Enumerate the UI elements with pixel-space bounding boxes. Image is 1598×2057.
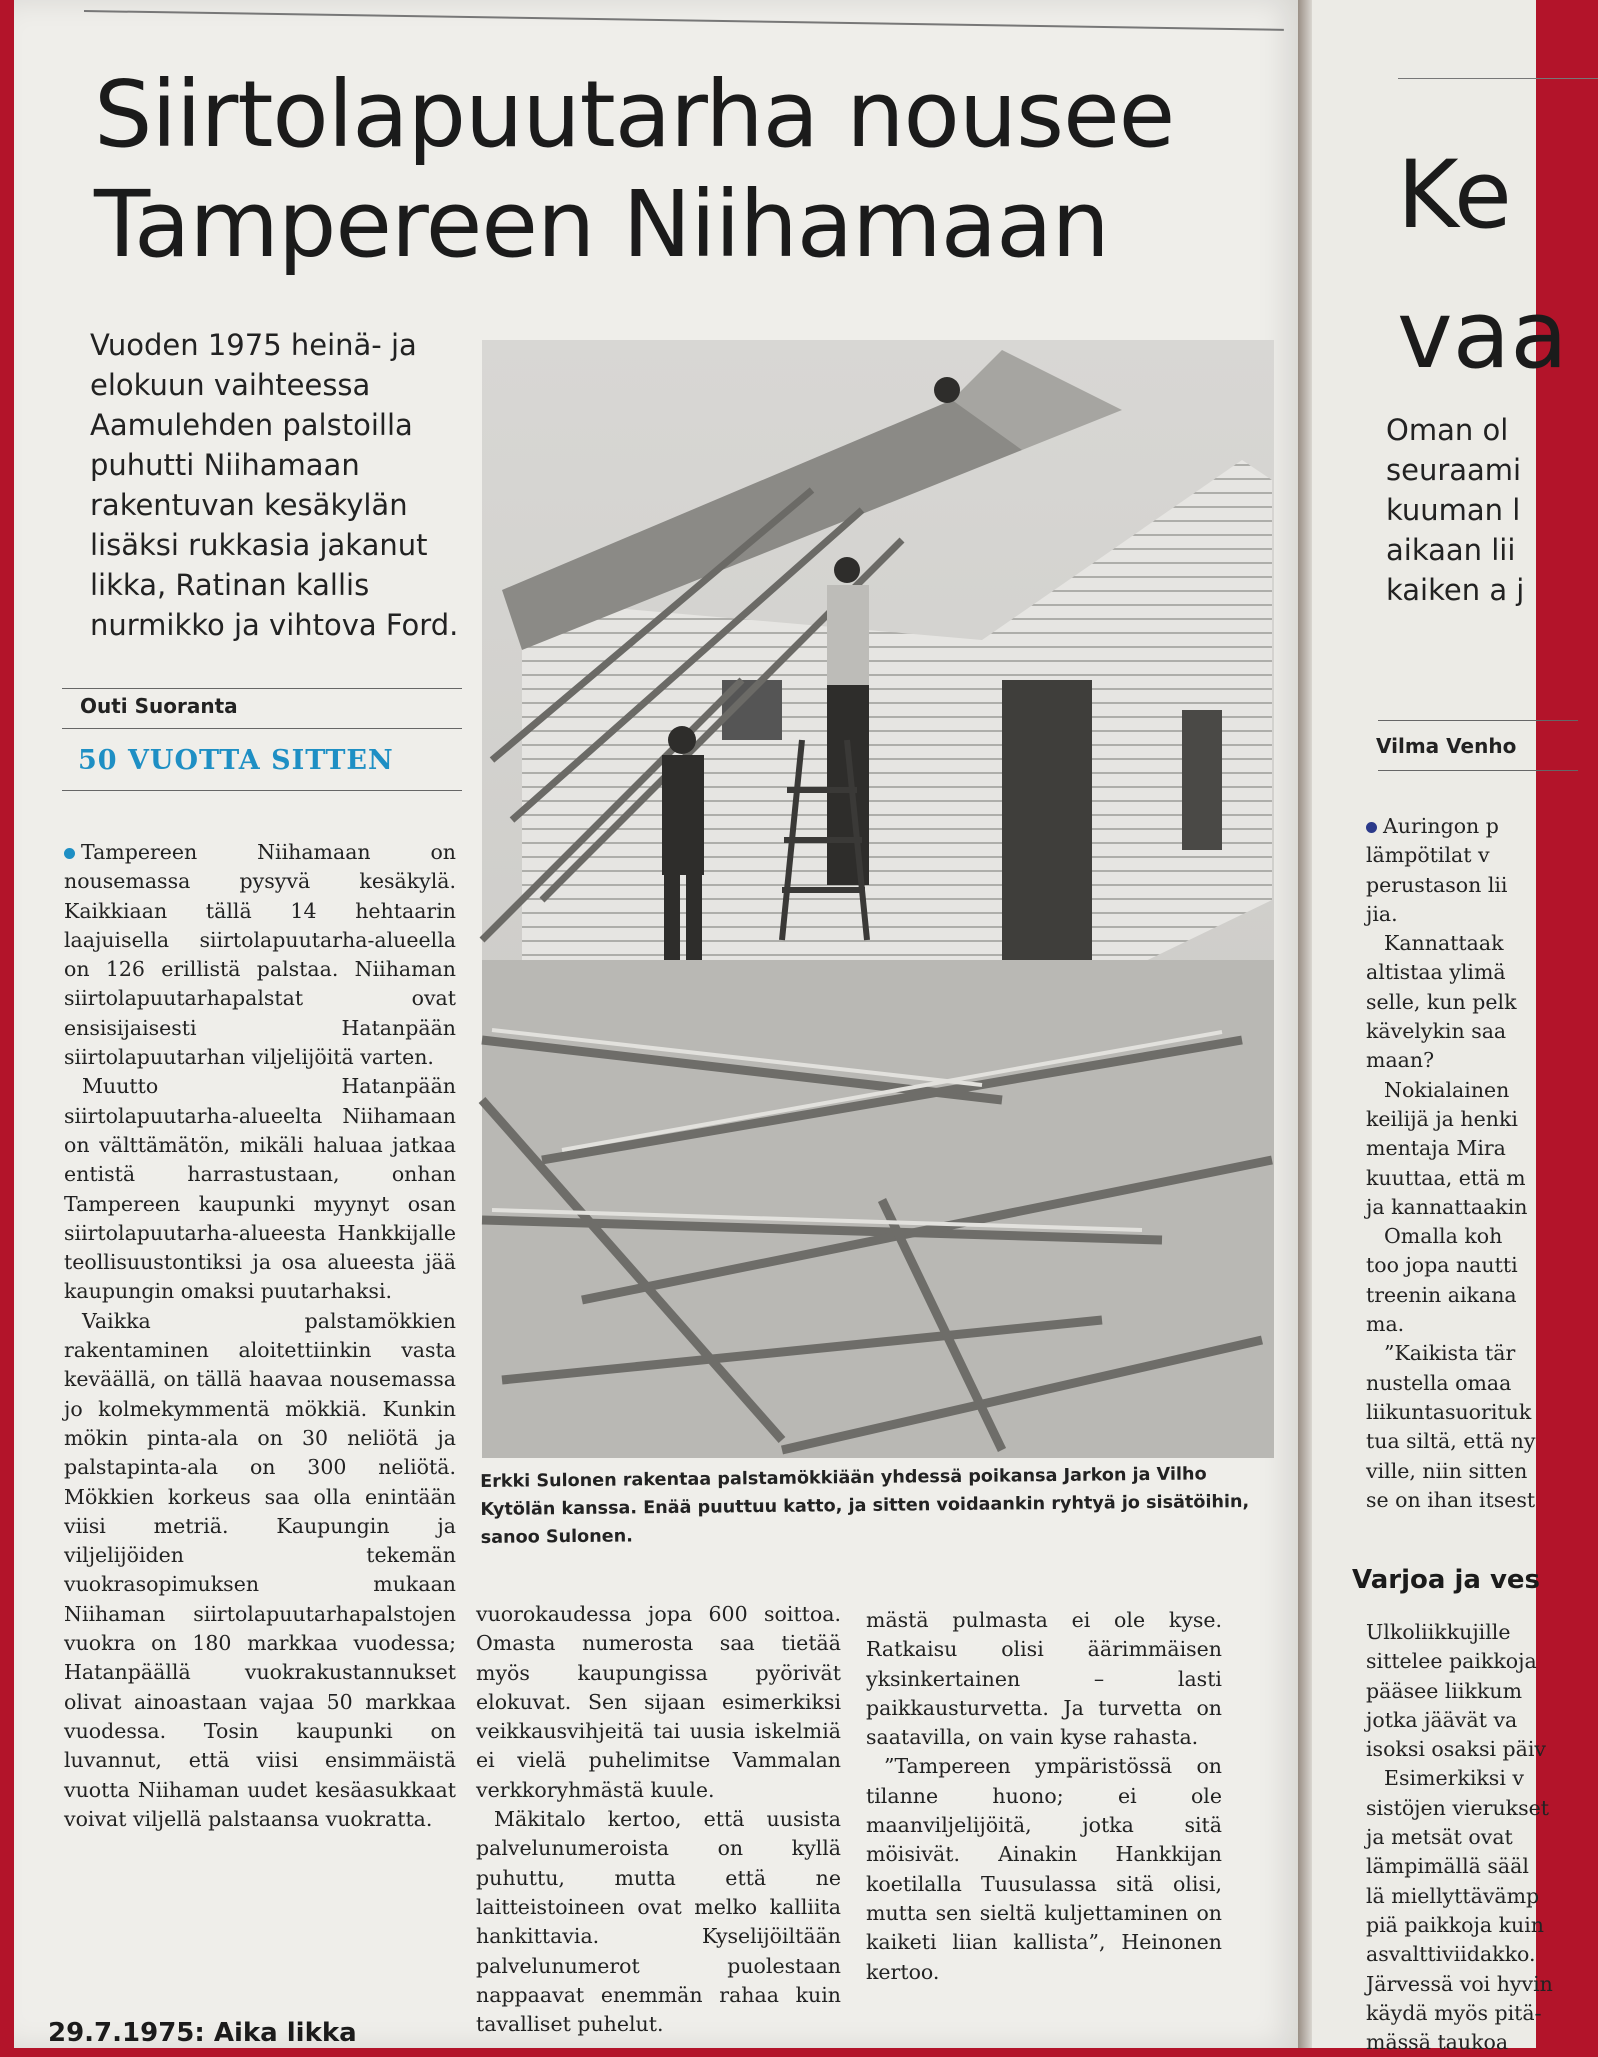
- next-lead-line: aikaan lii: [1386, 533, 1516, 567]
- column-1-paragraph-1: Tampereen Niihamaan on nousemassa pysyvä kesäkylä. Kaikkiaan tällä 14 hehtaarin laajuisella siirtolapuutarha-alueella on 126 erillistä palstaa. Niihaman siirtolapuutarhapalstat ovat ensisijaisesti Hatanpään siirtolapuutarhan viljelijöitä varten.: [64, 840, 456, 1070]
- next-text-line: lä miellyttävämp: [1366, 1883, 1540, 1908]
- next-byline: Vilma Venho: [1376, 734, 1517, 758]
- byline-rule-top: [62, 688, 462, 689]
- column-3: [866, 1606, 1222, 1987]
- column-3-paragraph-1: mästä pulmasta ei ole kyse. Ratkaisu olisi äärimmäisen yksinkertainen – lasti paikkausturvetta. Ja turvetta on saatavilla, on vain kyse rahasta.: [866, 1608, 1222, 1750]
- next-text-line: lämpimällä sääl: [1366, 1854, 1529, 1879]
- next-column-part-1: [1366, 812, 1535, 1515]
- next-text-line: kuuttaa, että m: [1366, 1165, 1526, 1190]
- column-3-paragraph-2: ”Tampereen ympäristössä on tilanne huono; ei ole maanviljelijöitä, jotka sitä möisivät. Ainakin Hankkijan koetilalla Tuusulassa sitä olisi, mutta sen sieltä kuljettaminen on kaiketi liian kallista”, Heinonen kertoo.: [866, 1754, 1222, 1984]
- subhead-aika-likka: 29.7.1975: Aika likka: [48, 2018, 357, 2048]
- construction-photo-illustration: [482, 340, 1274, 1458]
- right-top-rule: [1398, 78, 1598, 79]
- column-1: [64, 838, 456, 1834]
- next-text-line: Esimerkiksi v: [1384, 1766, 1524, 1791]
- next-text-line: pääsee liikkum: [1366, 1678, 1523, 1703]
- bullet-dot-icon: [64, 848, 75, 859]
- next-lead-line: kaiken a j: [1386, 573, 1525, 607]
- next-text-line: sittelee paikkoja: [1366, 1649, 1537, 1674]
- headline-line-1: Siirtolapuutarha nousee: [94, 61, 1175, 168]
- next-text-line: altistaa ylimä: [1366, 960, 1506, 985]
- next-text-line: jotka jäävät va: [1366, 1707, 1518, 1732]
- next-lead: [1386, 410, 1524, 610]
- next-text-line: asvalttiviidakko.: [1366, 1942, 1536, 1967]
- next-text-line: ja kannattaakin: [1366, 1194, 1528, 1219]
- next-text-line: lämpötilat v: [1366, 843, 1490, 868]
- next-text-line: Ulkoliikkujille: [1366, 1620, 1511, 1644]
- next-text-line: ma.: [1366, 1312, 1405, 1337]
- next-text-line: perustason lii: [1366, 872, 1508, 897]
- next-text-line: sistöjen vierukset: [1366, 1795, 1549, 1820]
- next-text-line: kävelykin saa: [1366, 1019, 1507, 1044]
- next-text-line: maan?: [1366, 1048, 1435, 1073]
- next-text-line: treenin aikana: [1366, 1282, 1517, 1307]
- next-headline-line-2: vaa: [1397, 281, 1568, 390]
- lead-paragraph: Vuoden 1975 heinä- ja elokuun vaihteessa Aamulehden palstoilla puhutti Niihamaan rakentuvan kesäkylän lisäksi rukkasia jakanut likka, Ratinan kallis nurmikko ja vihtova Ford.: [90, 328, 459, 642]
- article-photo: [482, 340, 1274, 1458]
- photo-caption: Erkki Sulonen rakentaa palstamökkiään yhdessä poikansa Jarkon ja Vilho Kytölän kanssa. Enää puuttuu katto, ja sitten voidaankin ryhtyä jo sisätöihin, sanoo Sulonen.: [480, 1464, 1250, 1548]
- next-text-line: keilijä ja henki: [1366, 1106, 1518, 1131]
- next-text-line: ville, niin sitten: [1366, 1458, 1528, 1483]
- next-text-line: nustella omaa: [1366, 1370, 1512, 1395]
- next-headline-line-1: Ke: [1397, 141, 1512, 250]
- next-text-line: Järvessä voi hyvin: [1366, 1971, 1553, 1996]
- column-2-paragraph-2: Mäkitalo kertoo, että uusista palvelunumeroista on kyllä puhuttu, mutta että ne laitteistoineen ovat melko kalliita hankittavia. Kyselijöiltään palvelunumerot puolestaan nappaavat enemmän rahaa kuin tavalliset puhelut.: [476, 1807, 841, 2037]
- next-headline: [1397, 126, 1568, 406]
- next-text-line: ”Kaikista tär: [1384, 1341, 1516, 1366]
- column-2-paragraph-1: vuorokaudessa jopa 600 soittoa. Omasta numerosta saa tietää myös kaupungissa pyörivät elokuvat. Sen sijaan esimerkiksi veikkausvihjeitä tai uusia iskelmiä ei vielä puhelimitse Vammalan verkkoryhmästä kuule.: [476, 1602, 841, 1802]
- page-gutter: [1298, 0, 1312, 2048]
- next-lead-line: Oman ol: [1386, 413, 1509, 447]
- byline: Outi Suoranta: [80, 694, 238, 718]
- next-byline-rule: [1378, 720, 1578, 721]
- next-subhead: Varjoa ja ves: [1352, 1565, 1541, 1595]
- next-text-line: ja metsät ovat: [1366, 1825, 1513, 1850]
- next-text-line: piä paikkoja kuin: [1366, 1912, 1544, 1937]
- headline: [94, 60, 1244, 280]
- next-text-line: mässä taukoa: [1366, 2030, 1509, 2055]
- right-page: [1312, 0, 1568, 2055]
- bullet-dot-icon: [1366, 822, 1377, 833]
- kicker-rule-bottom: [62, 790, 462, 791]
- kicker-rule-top: [62, 728, 462, 729]
- next-lead-line: seuraami: [1386, 453, 1522, 487]
- next-text-line: jia.: [1366, 901, 1398, 926]
- next-text-line: Nokialainen: [1384, 1077, 1510, 1102]
- next-text-line: Kannattaak: [1384, 931, 1504, 956]
- next-text-line: liikuntasuorituk: [1366, 1399, 1532, 1424]
- section-kicker: 50 VUOTTA SITTEN: [78, 745, 394, 776]
- column-1-paragraph-3: Vaikka palstamökkien rakentaminen aloitettiinkin vasta keväällä, on tällä haavaa nousemassa jo kolmekymmentä mökkiä. Kunkin mökin pinta-ala on 30 neliötä ja palstapinta-ala on 300 neliötä. Mökkien korkeus saa olla enintään viisi metriä. Kaupungin ja viljelijöiden tekemän vuokrasopimuksen mukaan Niihaman siirtolapuutarhapalstojen vuokra on 180 markkaa vuodessa; Hatanpäällä vuokrakustannukset olivat ainoastaan vajaa 50 markkaa vuodessa. Tosin kaupunki on luvannut, että viisi ensimmäistä vuotta Niihaman uudet kesäasukkaat voivat viljellä palstaansa vuokratta.: [64, 1308, 456, 1831]
- next-lead-line: kuuman l: [1386, 493, 1521, 527]
- next-text-line: mentaja Mira: [1366, 1136, 1506, 1161]
- next-text-line: isoksi osaksi päiv: [1366, 1737, 1547, 1762]
- next-column-part-2: [1366, 1618, 1553, 2057]
- next-byline-rule-bottom: [1378, 770, 1578, 771]
- column-2: [476, 1600, 841, 2039]
- next-text-line: Auringon p: [1366, 812, 1535, 841]
- column-1-paragraph-2: Muutto Hatanpään siirtolapuutarha-alueelta Niihamaan on välttämätön, mikäli haluaa jatkaa entistä harrastustaan, onhan Tampereen kaupunki myynyt osan siirtolapuutarha-alueesta Hankkijalle teollisuustontiksi ja osa alueesta jää kaupungin omaksi puutarhaksi.: [64, 1074, 456, 1304]
- top-rule: [84, 10, 1284, 31]
- next-text-line: too jopa nautti: [1366, 1253, 1518, 1278]
- headline-line-2: Tampereen Niihamaan: [94, 171, 1109, 278]
- next-text-line: Omalla koh: [1384, 1224, 1503, 1249]
- next-text-line: tua siltä, että ny: [1366, 1429, 1536, 1454]
- next-text-line: käydä myös pitä-: [1366, 2000, 1542, 2025]
- next-text-line: se on ihan itsest: [1366, 1487, 1536, 1512]
- left-page: [14, 0, 1304, 2048]
- next-text-line: selle, kun pelk: [1366, 989, 1517, 1014]
